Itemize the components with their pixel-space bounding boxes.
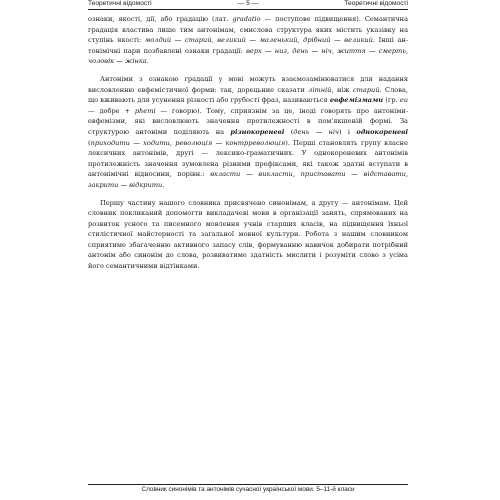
paragraph-dictionary-purpose: Першу частину нашого словника присвячено синонімам, а другу — антонімам. Цей словник покликаний допомогти викладачеві мови в організації занять, спрямованих на розвиток усного та писемного мовлення учнів старших класів, на підвищення їхньої стилістичної майстерності та загальної мовної культури. Робота з нашим словником сприятиме збагаченню активного запасу слів, формуванню навичок добирати потрібний антонім або синонім до слова, розвиватиме здатність мислити і розуміти слово з усіма його семантичними відтінками. <box>88 198 408 271</box>
running-header <box>88 0 408 10</box>
paragraph-gradation: ознаки, якості, дії, або градацію (лат. gradatio — поступове підвищення). Семантична градація властива лише тим антонімам, смислова структура яких містить указівку на ступінь якості: молдий — старий, великий — маленький, дрібний — великий. Інші антонімічні пари позбавлені ознаки градації: верх — низ, день — ніч, життя — смерть, чоловік — жінка. <box>88 15 409 66</box>
header-section-title-left: Теоретичні відомості <box>88 0 152 7</box>
main-text <box>88 14 408 272</box>
running-footer: Словник синонімів та антонімів сучасної української мови. 5–11-й класи <box>88 484 408 495</box>
header-section-title-right: Теоретичні відомості <box>344 0 408 7</box>
page-number: — 5 — <box>237 0 259 7</box>
paragraph-euphemisms: Антоніми з ознакою градації у мові можуть взаємозамінюватися для надання висловленню евфемістичної форми: так, дорецьние сказати літній, ніж старий. Слова, що вживають для усунення різкості або грубості фраз, називаються евфемізмами (гр. eu — добре + phemi — говорю). Тому, сприязнім за це, іноді говорять про антоніми-евфемізми, які висловлюють значення протилежності в пом'якшеній формі. За структурою антоніми поділяють на різнокореневі (день — ніч) і однокореневі (приходити — ходити, революція — контрреволюція). Перші становлять групу власне лексичних антонімів, другі — лексико-граматичних. У однокореневих антонімів протилежність значення зумовлена різними префіксами, які також здатні вступати в антонімічні відносини, порівн.: вкласти — викласти, приставати — відставати, закрити — відкрити. <box>88 74 409 189</box>
